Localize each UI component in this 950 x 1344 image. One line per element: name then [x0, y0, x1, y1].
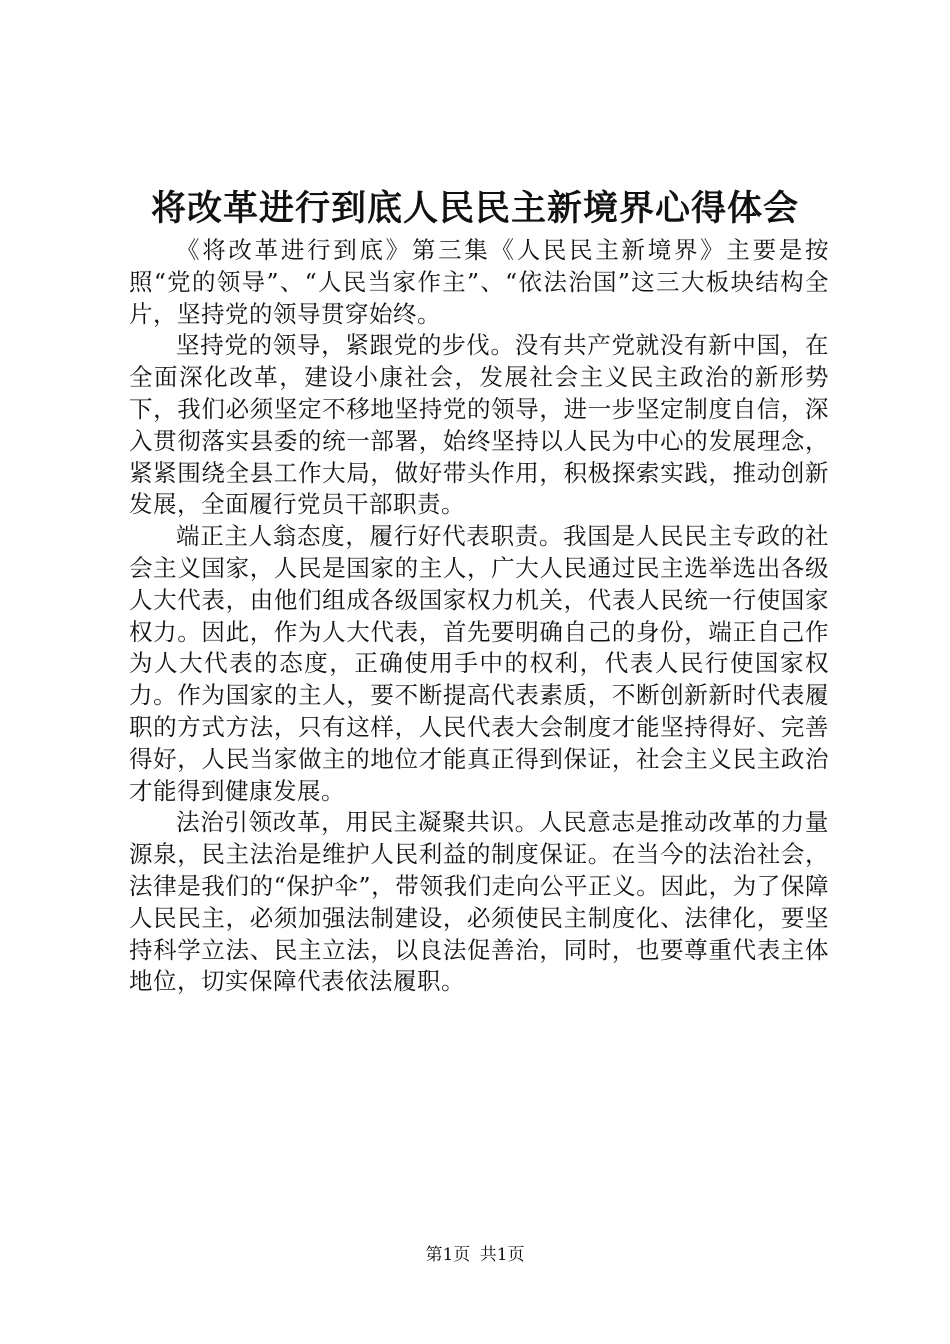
page-total: 共1页 — [479, 1245, 525, 1265]
document-body — [129, 235, 829, 998]
paragraph-intro: 《将改革进行到底》第三集《人民民主新境界》主要是按照“党的领导”、“人民当家作主”、“依法治国”这三大板块结构全片，坚持党的领导贯穿始终。 — [129, 236, 829, 328]
paragraph-party-leadership: 坚持党的领导，紧跟党的步伐。没有共产党就没有新中国，在全面深化改革，建设小康社会，发展社会主义民主政治的新形势下，我们必须坚定不移地坚持党的领导，进一步坚定制度自信，深入贯彻落实县委的统一部署，始终坚持以人民为中心的发展理念，紧紧围绕全县工作大局，做好带头作用，积极探索实践，推动创新发展，全面履行党员干部职责。 — [129, 331, 829, 519]
paragraph-rule-of-law: 法治引领改革，用民主凝聚共识。人民意志是推动改革的力量源泉，民主法治是维护人民利益的制度保证。在当今的法治社会，法律是我们的“保护伞”，带领我们走向公平正义。因此，为了保障人民民主，必须加强法制建设，必须使民主制度化、法律化，要坚持科学立法、民主立法，以良法促善治，同时，也要尊重代表主体地位，切实保障代表依法履职。 — [129, 808, 829, 996]
page-number: 第1页 — [425, 1245, 471, 1265]
document-title: 将改革进行到底人民民主新境界心得体会 — [150, 188, 799, 229]
paragraph-deputy-duties: 端正主人翁态度，履行好代表职责。我国是人民民主专政的社会主义国家，人民是国家的主人，广大人民通过民主选举选出各级人大代表，由他们组成各级国家权力机关，代表人民统一行使国家权力。因此，作为人大代表，首先要明确自己的身份，端正自己作为人大代表的态度，正确使用手中的权利，代表人民行使国家权力。作为国家的主人，要不断提高代表素质，不断创新新时代表履职的方式方法，只有这样，人民代表大会制度才能坚持得好、完善得好，人民当家做主的地位才能真正得到保证，社会主义民主政治才能得到健康发展。 — [129, 522, 829, 805]
page-footer — [0, 1244, 950, 1266]
